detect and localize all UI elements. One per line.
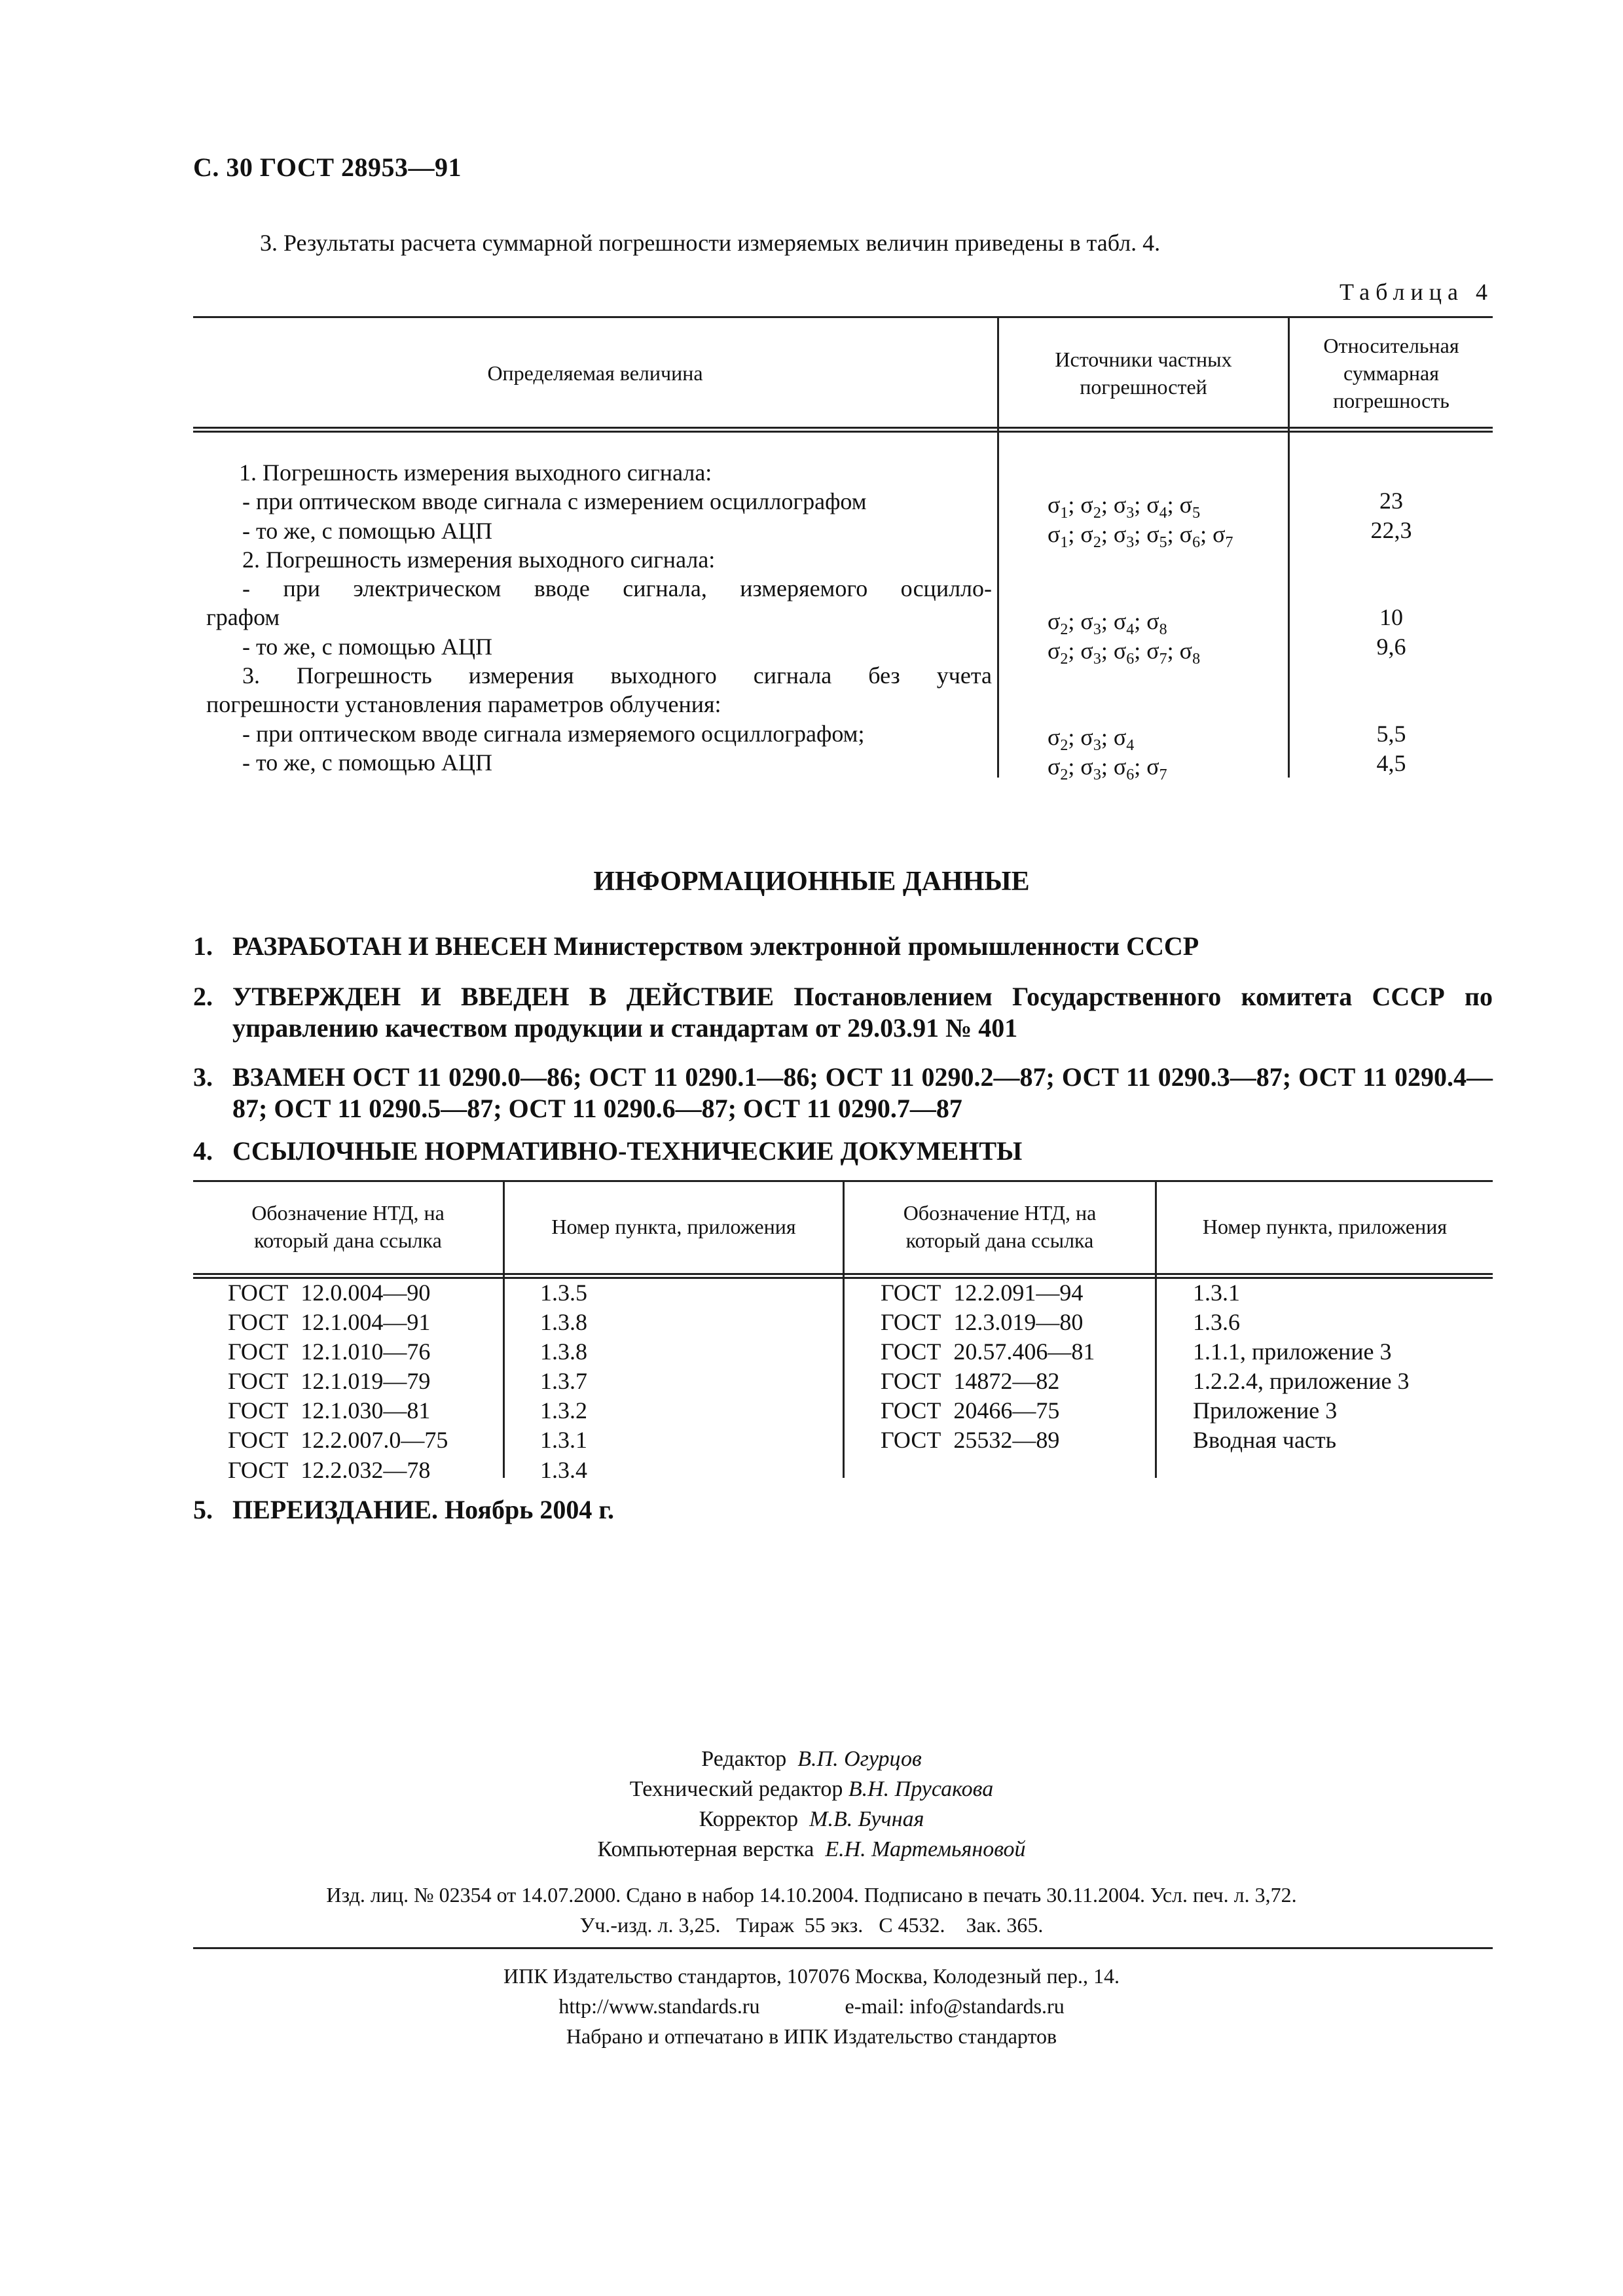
refs-header-line: Обозначение НТД, на (251, 1201, 445, 1225)
error-value: 22,3 (1370, 517, 1412, 543)
imprint-line-3: ИПК Издательство стандартов, 107076 Москва, Колодезный пер., 14. (503, 1964, 1120, 1988)
info-item-4 (193, 1136, 1493, 1167)
ref-item: 1.3.8 (540, 1309, 587, 1336)
credit-layout (0, 1835, 1623, 1865)
credit-corrector (0, 1804, 1623, 1835)
ref-item: Вводная часть (1193, 1427, 1337, 1454)
imprint-rule (193, 1947, 1493, 1949)
t4-line: 3. Погрешность измерения выходного сигнала без учета (242, 662, 992, 689)
t4-line: 1. Погрешность измерения выходного сигнала: (239, 459, 712, 486)
ref-item: 1.3.1 (1193, 1280, 1240, 1306)
table4-header-error-l3: погрешность (1333, 389, 1450, 412)
table4-header-sources (999, 346, 1288, 401)
info-item-5 (193, 1494, 1493, 1526)
credit-person: М.В. Бучная (809, 1807, 924, 1831)
t4-line: - при оптическом вводе сигнала с измерением осциллографом (242, 488, 867, 515)
page-header: С. 30 ГОСТ 28953—91 (193, 152, 462, 182)
ref-ntd: ГОСТ 12.1.010—76 (228, 1338, 431, 1365)
info-item-text: ОСТ 11 0290.0—86; ОСТ 11 0290.1—86; ОСТ 11 0290.2—87; ОСТ 11 0290.3—87; ОСТ 11 0290.4—87; ОСТ 11 0290.5—87; ОСТ 11 0290.6—87; ОСТ 11 0290.7—87 (232, 1062, 1493, 1123)
credit-role: Редактор (701, 1747, 787, 1771)
ref-item: 1.3.1 (540, 1427, 587, 1454)
table4-header-sources-l2: погрешностей (1080, 375, 1207, 399)
error-value: 10 (1379, 604, 1403, 630)
table4-top-rule (193, 316, 1493, 318)
info-item-number: 2. (193, 982, 213, 1011)
info-item-heading: РАЗРАБОТАН И ВНЕСЕН (232, 931, 547, 961)
imprint-line-5: Набрано и отпечатано в ИПК Издательство стандартов (566, 2024, 1057, 2048)
credit-role: Компьютерная верстка (597, 1837, 814, 1861)
info-item-heading: ПЕРЕИЗДАНИЕ. Ноябрь 2004 г. (232, 1495, 615, 1524)
info-item-3 (193, 1062, 1493, 1124)
table4-header-error-l2: суммарная (1343, 361, 1439, 385)
ref-ntd: ГОСТ 20466—75 (881, 1397, 1060, 1424)
t4-line: - то же, с помощью АЦП (242, 517, 492, 544)
intro-paragraph: 3. Результаты расчета суммарной погрешности измеряемых величин приведены в табл. 4. (260, 230, 1161, 256)
credit-person: В.П. Огурцов (797, 1747, 922, 1771)
table-caption: Таблица 4 (1340, 279, 1493, 305)
imprint-line-2: Уч.-изд. л. 3,25. Тираж 55 экз. С 4532. Зак. 365. (579, 1913, 1044, 1937)
publisher-email[interactable]: e-mail: info@standards.ru (845, 1994, 1065, 2018)
info-item-2 (193, 981, 1493, 1044)
refs-header-line: который дана ссылка (905, 1229, 1094, 1252)
ref-ntd: ГОСТ 12.2.007.0—75 (228, 1427, 448, 1454)
info-item-heading: ВЗАМЕН (232, 1062, 346, 1092)
credits (0, 1744, 1623, 1865)
ref-item: 1.3.5 (540, 1280, 587, 1306)
ref-ntd: ГОСТ 14872—82 (881, 1368, 1060, 1395)
sigma-formula: $\sigma_2$; $\sigma_3$; $\sigma_6$; $\sigma_7$; $\sigma_8$ (1048, 637, 1201, 668)
ref-ntd: ГОСТ 25532—89 (881, 1427, 1060, 1454)
refs-header-ntd-left (193, 1199, 503, 1254)
ref-ntd: ГОСТ 12.2.032—78 (228, 1456, 431, 1483)
ref-ntd: ГОСТ 20.57.406—81 (881, 1338, 1095, 1365)
error-value: 4,5 (1376, 750, 1406, 776)
credit-person: В.Н. Прусакова (848, 1777, 994, 1801)
t4-line: - то же, с помощью АЦП (242, 633, 492, 660)
ref-item: 1.3.4 (540, 1456, 587, 1483)
imprint-line-4 (0, 1991, 1623, 2021)
ref-item: Приложение 3 (1193, 1397, 1338, 1424)
t4-line: 2. Погрешность измерения выходного сигнала: (242, 546, 716, 573)
ref-ntd: ГОСТ 12.1.019—79 (228, 1368, 431, 1395)
info-item-heading: УТВЕРЖДЕН И ВВЕДЕН В ДЕЙСТВИЕ (232, 982, 775, 1011)
imprint-line-1: Изд. лиц. № 02354 от 14.07.2000. Сдано в набор 14.10.2004. Подписано в печать 30.11.2004. Усл. печ. л. 3,72. (326, 1883, 1297, 1907)
credit-role: Технический редактор (629, 1777, 843, 1801)
t4-line: графом (206, 604, 280, 631)
ref-ntd: ГОСТ 12.1.004—91 (228, 1309, 431, 1336)
publisher-url[interactable]: http://www.standards.ru (558, 1994, 760, 2018)
refs-header-item-left: Номер пункта, приложения (551, 1215, 796, 1238)
ref-item: 1.2.2.4, приложение 3 (1193, 1368, 1410, 1395)
refs-left-ntd-column (228, 1278, 448, 1485)
ref-ntd: ГОСТ 12.1.030—81 (228, 1397, 431, 1424)
t4-line: погрешности установления параметров облучения: (206, 691, 721, 718)
info-item-text: Постановлением Государственного комитета СССР по управлению качеством продукции и стандартам от 29.03.91 № 401 (232, 982, 1493, 1043)
ref-item: 1.3.7 (540, 1368, 587, 1395)
table4-header-quantity: Определяемая величина (487, 361, 703, 385)
error-value: 9,6 (1376, 634, 1406, 660)
credit-person: Е.Н. Мартемьяновой (825, 1837, 1026, 1861)
refs-left-item-column (540, 1278, 587, 1485)
info-item-number: 1. (193, 931, 213, 961)
ref-item: 1.3.8 (540, 1338, 587, 1365)
t4-line: - при оптическом вводе сигнала измеряемого осциллографом; (242, 720, 865, 747)
info-item-text: Министерством электронной промышленности СССР (547, 931, 1199, 961)
sigma-formula: $\sigma_1$; $\sigma_2$; $\sigma_3$; $\sigma_4$; $\sigma_5$ (1048, 492, 1201, 522)
ref-ntd: ГОСТ 12.3.019—80 (881, 1309, 1084, 1336)
credit-tech-editor (0, 1774, 1623, 1804)
error-value: 5,5 (1376, 721, 1406, 747)
ref-item: 1.1.1, приложение 3 (1193, 1338, 1392, 1365)
info-item-1 (193, 931, 1493, 962)
refs-right-ntd-column (881, 1278, 1095, 1456)
table4-header-rule (193, 427, 1493, 429)
refs-right-item-column (1193, 1278, 1410, 1456)
ref-ntd: ГОСТ 12.0.004—90 (228, 1280, 431, 1306)
table4-header-error-l1: Относительная (1323, 334, 1459, 357)
info-item-number: 4. (193, 1136, 213, 1166)
t4-line: - при электрическом вводе сигнала, измеряемого осцилло- (242, 575, 992, 602)
table4-header-rule2 (193, 431, 1493, 433)
info-item-number: 3. (193, 1062, 213, 1092)
table4-quantity-column (206, 458, 992, 777)
ref-item: 1.3.2 (540, 1397, 587, 1424)
sigma-formula: $\sigma_2$; $\sigma_3$; $\sigma_4$ (1048, 724, 1135, 754)
refs-header-line: который дана ссылка (254, 1229, 442, 1252)
error-value: 23 (1379, 488, 1403, 514)
table4-header-sources-l1: Источники частных (1055, 348, 1232, 371)
ref-item: 1.3.6 (1193, 1309, 1240, 1336)
refs-header-line: Обозначение НТД, на (903, 1201, 1097, 1225)
info-item-number: 5. (193, 1495, 213, 1524)
ref-ntd: ГОСТ 12.2.091—94 (881, 1280, 1084, 1306)
info-title: ИНФОРМАЦИОННЫЕ ДАННЫЕ (593, 867, 1030, 897)
credit-editor (0, 1744, 1623, 1774)
t4-line: - то же, с помощью АЦП (242, 749, 492, 776)
sigma-formula: $\sigma_1$; $\sigma_2$; $\sigma_3$; $\sigma_5$; $\sigma_6$; $\sigma_7$ (1048, 521, 1233, 551)
info-item-heading: ССЫЛОЧНЫЕ НОРМАТИВНО-ТЕХНИЧЕСКИЕ ДОКУМЕНТЫ (232, 1136, 1023, 1166)
sigma-formula: $\sigma_2$; $\sigma_3$; $\sigma_4$; $\sigma_8$ (1048, 608, 1167, 638)
refs-header-item-right: Номер пункта, приложения (1202, 1215, 1448, 1238)
refs-header-ntd-right (845, 1199, 1155, 1254)
sigma-formula: $\sigma_2$; $\sigma_3$; $\sigma_6$; $\sigma_7$ (1048, 753, 1167, 783)
table4-header-error (1290, 332, 1493, 414)
credit-role: Корректор (699, 1807, 799, 1831)
